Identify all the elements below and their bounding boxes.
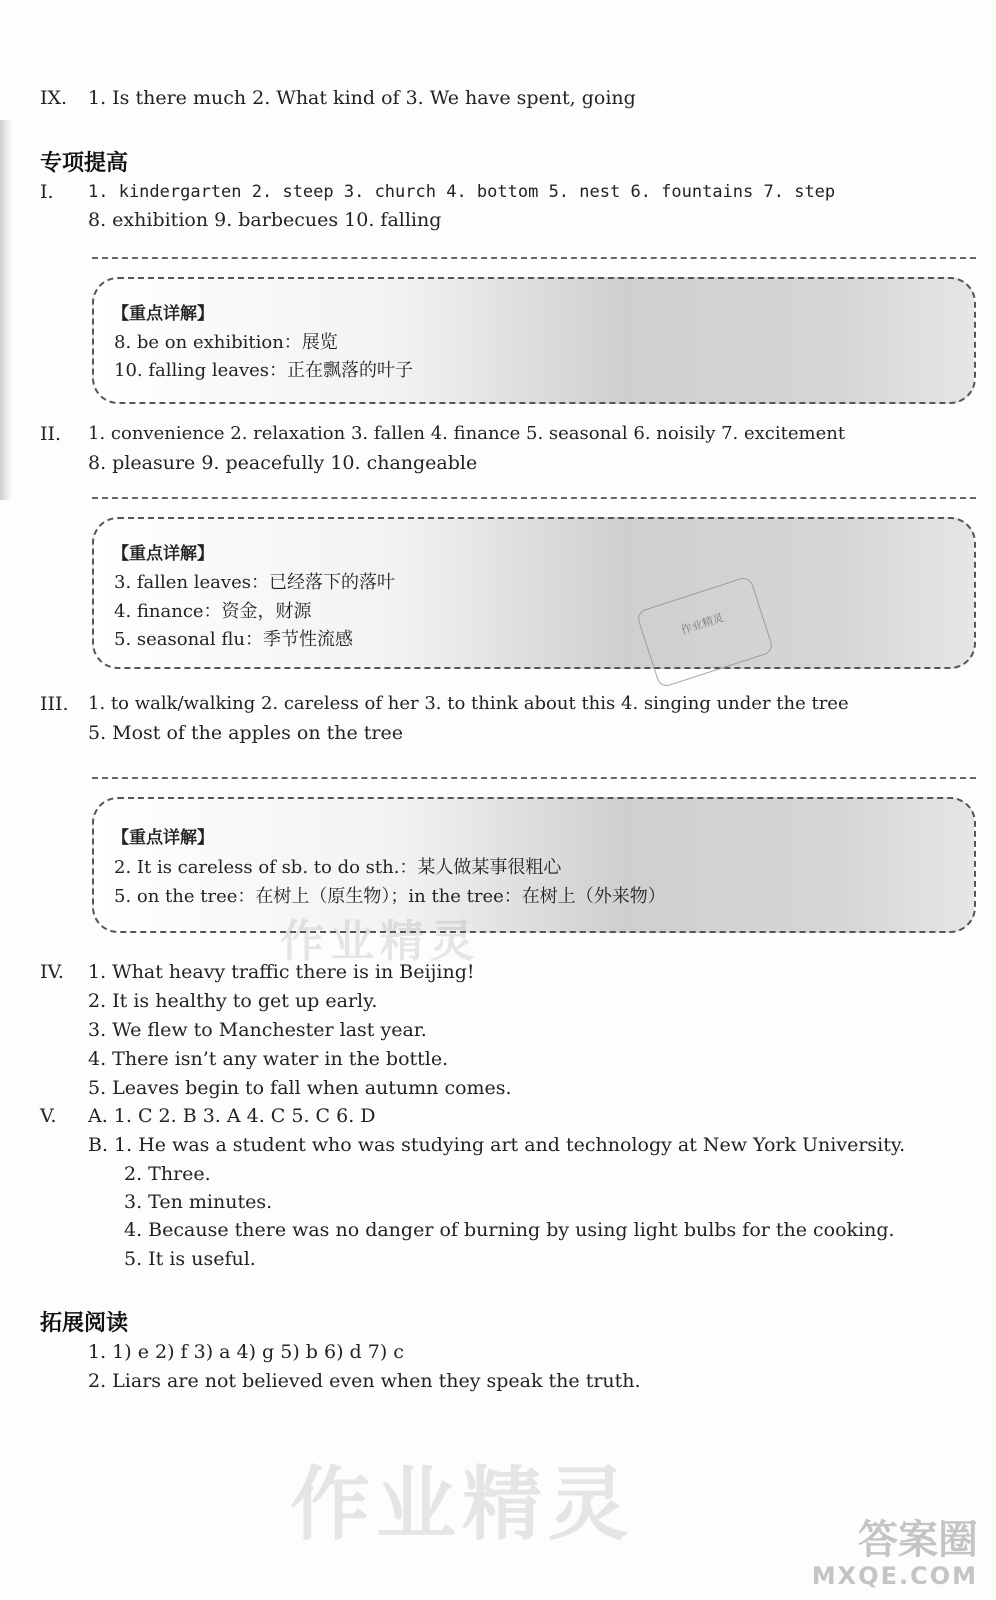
part2-line1: 1. convenience 2. relaxation 3. fallen 4. finance 5. seasonal 6. noisily 7. excitement [88,423,846,444]
part4-line: 5. Leaves begin to fall when autumn comes. [88,1077,512,1099]
watermark-text: 作业精灵 [290,1458,634,1551]
part2-number: II. [40,423,62,445]
box-title: 【重点详解】 [112,544,214,564]
section-ix-number: IX. [40,87,68,109]
box-line: 10. falling leaves：正在飘落的叶子 [114,360,414,381]
heading-extension: 拓展阅读 [40,1311,129,1336]
part4-line: 2. It is healthy to get up early. [88,990,378,1012]
box-line: 4. finance：资金，财源 [114,601,312,622]
corner-logo [812,1518,978,1590]
part4-number: IV. [40,961,64,983]
box-line: 8. be on exhibition：展览 [114,332,338,353]
part5-b-line: B. 1. He was a student who was studying art and technology at New York University. [88,1134,906,1156]
part3-line1: 1. to walk/walking 2. careless of her 3. to think about this 4. singing under the tree [88,693,849,714]
part5-b-line: 5. It is useful. [124,1248,256,1270]
key-points-box [92,277,976,404]
watermark-text: 作业精灵 [280,916,480,967]
key-points-box [92,517,976,669]
part5-number: V. [40,1105,57,1127]
key-points-box [92,797,976,933]
box-line: 5. on the tree：在树上（原生物）；in the tree：在树上（外来物） [114,886,666,907]
box-line: 2. It is careless of sb. to do sth.：某人做某事很粗心 [114,857,562,878]
section-ix-answers: 1. Is there much 2. What kind of 3. We have spent, going [88,87,636,109]
part5-b-line: 2. Three. [124,1163,211,1185]
part5-b-line: 3. Ten minutes. [124,1191,273,1213]
box-title: 【重点详解】 [112,828,214,848]
part3-line2: 5. Most of the apples on the tree [88,722,403,744]
part3-number: III. [40,693,69,715]
box-line: 3. fallen leaves：已经落下的落叶 [114,572,395,593]
extension-line1: 1. 1) e 2) f 3) a 4) g 5) b 6) d 7) c [88,1341,404,1363]
part4-line: 1. What heavy traffic there is in Beijing! [88,961,475,983]
part4-line: 4. There isn’t any water in the bottle. [88,1048,449,1070]
part1-line1: 1. kindergarten 2. steep 3. church 4. bottom 5. nest 6. fountains 7. step [88,182,836,202]
separator [92,497,976,499]
part1-line2: 8. exhibition 9. barbecues 10. falling [88,209,442,231]
separator [92,777,976,779]
part2-line2: 8. pleasure 9. peacefully 10. changeable [88,452,478,474]
corner-logo-cn: 答案圈 [858,1517,978,1563]
part5-b-line: 4. Because there was no danger of burning by using light bulbs for the cooking. [124,1219,895,1241]
part5-a-line: A. 1. C 2. B 3. A 4. C 5. C 6. D [88,1105,376,1127]
box-line: 5. seasonal flu：季节性流感 [114,629,353,650]
part4-line: 3. We flew to Manchester last year. [88,1019,427,1041]
heading-special: 专项提高 [40,151,129,176]
stamp-logo: 作业精灵 [636,575,775,688]
corner-logo-en: MXQE.COM [811,1562,978,1590]
binding-shadow [0,120,12,500]
separator [92,257,976,259]
part1-number: I. [40,181,54,203]
extension-line2: 2. Liars are not believed even when they speak the truth. [88,1370,641,1392]
box-title: 【重点详解】 [112,304,214,324]
